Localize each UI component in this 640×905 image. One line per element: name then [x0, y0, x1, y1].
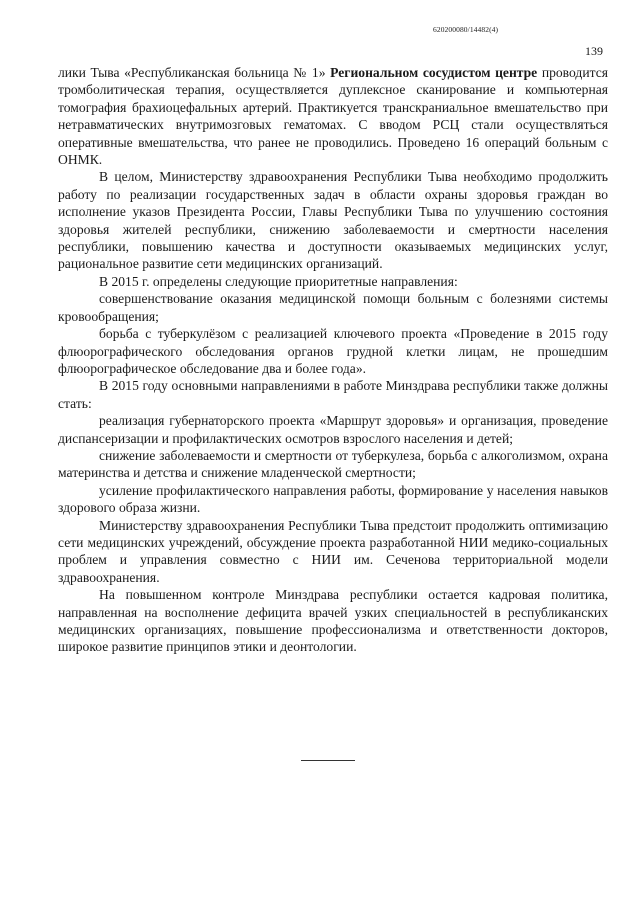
paragraph: В целом, Министерству здравоохранения Республики Тыва необходимо продолжить работу по реализации государственных задач в области охраны здоровья граждан во исполнение указов Президента России, Главы Республики Тыва по улучшению состояния здоровья жителей республики, снижению заболеваемости и смертности населения республики, повышению качества и доступности оказываемых медицинских услуг, рациональное развитие сети медицинских организаций.: [58, 169, 608, 272]
body-text: [58, 64, 608, 656]
page-number: 139: [585, 44, 603, 58]
footer-divider: [301, 760, 355, 761]
paragraph-text: проводится тромболитическая терапия, осуществляется дуплексное сканирование и компьютерная томография брахиоцефальных артерий. Практикуется транскраниальное вмешательство при нетравматических внутримозговых гематомах. С вводом РСЦ стали осуществляться оперативные вмешательства, что ранее не проводились. Проведено 16 операций больным с ОНМК.: [58, 65, 608, 168]
document-code: 620200080/14482(4): [433, 25, 499, 34]
bold-phrase: Региональном сосудистом центре: [330, 65, 538, 80]
list-item: совершенствование оказания медицинской помощи больным с болезнями системы кровообращения;: [58, 291, 608, 324]
list-item: реализация губернаторского проекта «Маршрут здоровья» и организация, проведение диспансеризации и профилактических осмотров взрослого населения и детей;: [58, 413, 608, 446]
list-item: усиление профилактического направления работы, формирование у населения навыков здорового образа жизни.: [58, 482, 608, 516]
paragraph: В 2015 году основными направлениями в работе Минздрава республики также должны стать:: [58, 378, 608, 411]
paragraph: На повышенном контроле Минздрава республики остается кадровая политика, направленная на восполнение дефицита врачей узких специальностей в республиканских медицинских организациях, повышение профессионализма и ответственности докторов, широкое развитие принципов этики и деонтологии.: [58, 587, 608, 655]
list-item: снижение заболеваемости и смертности от туберкулеза, борьба с алкоголизмом, охрана материнства и детства и снижение младенческой смертности;: [58, 447, 608, 481]
paragraph: В 2015 г. определены следующие приоритетные направления:: [99, 273, 458, 289]
paragraph: Министерству здравоохранения Республики Тыва предстоит продолжить оптимизацию сети медицинских учреждений, обсуждение проекта разработанной НИИ медико-социальных проблем и управления совместно с НИИ им. Сеченова территориальной модели здравоохранения.: [58, 517, 608, 585]
paragraph: [58, 64, 608, 168]
paragraph-text: лики Тыва «Республиканская больница № 1»: [58, 65, 331, 80]
list-item: борьба с туберкулёзом с реализацией ключевого проекта «Проведение в 2015 году флюорографического обследования органов грудной клетки лицам, не прошедшим флюорографическое обследование два и более года».: [58, 326, 608, 376]
